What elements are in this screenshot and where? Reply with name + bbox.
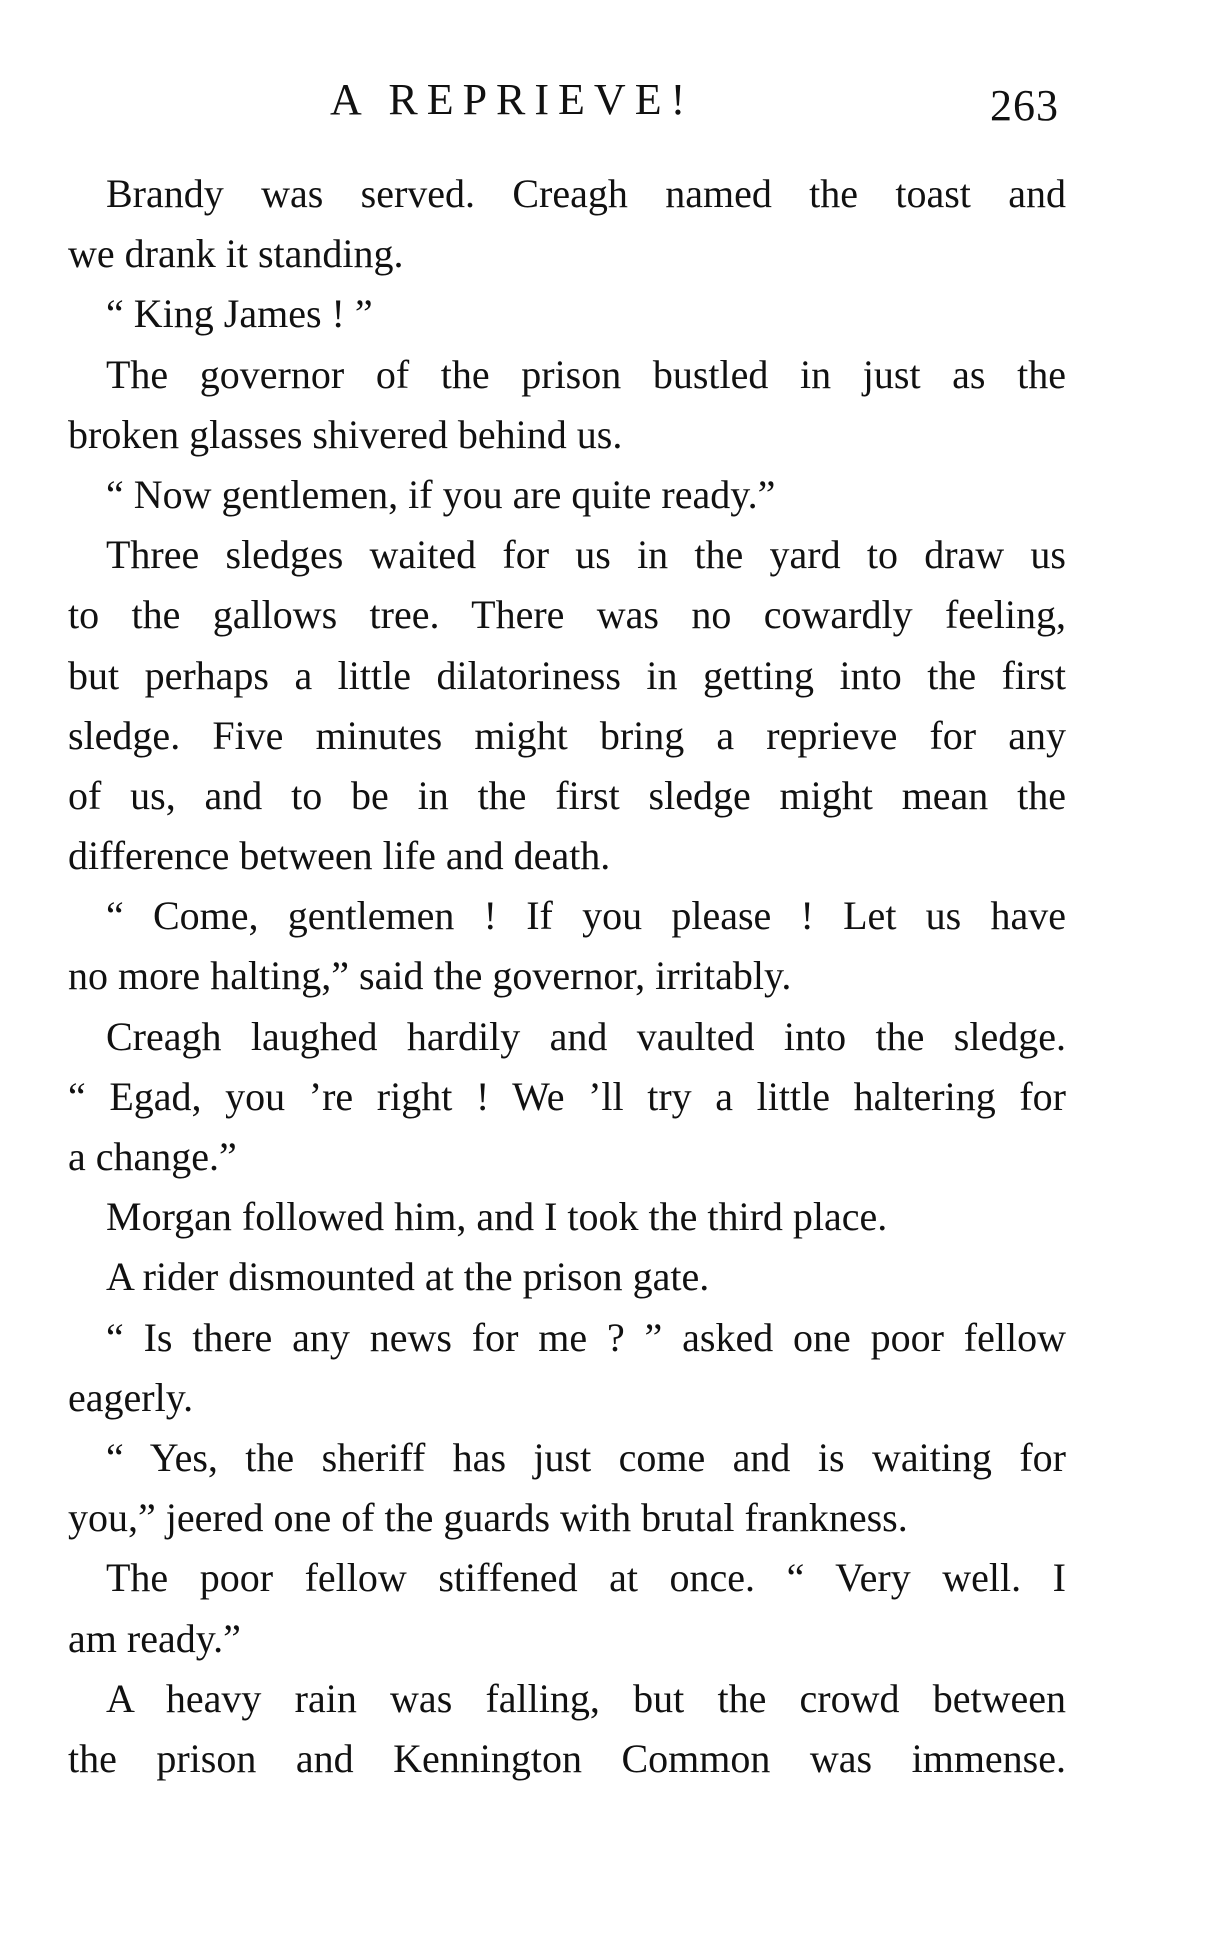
text-line: A rider dismounted at the prison gate. — [106, 1254, 710, 1300]
page-number: 263 — [990, 81, 1059, 130]
text-line: difference between life and death. — [68, 833, 611, 879]
text-line: Creagh laughed hardily and vaulted into the sledge. — [106, 1013, 1066, 1059]
text-line: The governor of the prison bustled in just as the — [106, 351, 1066, 397]
text-line: eagerly. — [68, 1374, 194, 1420]
text-line: “ Egad, you ’re right ! We ’ll try a little haltering for — [68, 1073, 1066, 1119]
text-line: sledge. Five minutes might bring a reprieve for any — [68, 712, 1066, 758]
text-line: “ Come, gentlemen ! If you please ! Let us have — [106, 893, 1066, 939]
body-text — [68, 164, 1066, 1789]
text-line: to the gallows tree. There was no cowardly feeling, — [68, 592, 1066, 638]
text-line: broken glasses shivered behind us. — [68, 411, 623, 457]
text-line: A heavy rain was falling, but the crowd between — [106, 1675, 1066, 1721]
text-line: Morgan followed him, and I took the third place. — [106, 1194, 888, 1240]
text-line: “ Now gentlemen, if you are quite ready.” — [106, 471, 776, 517]
text-line: you,” jeered one of the guards with brutal frankness. — [68, 1495, 908, 1541]
running-title: A REPRIEVE! — [330, 75, 695, 124]
text-line: am ready.” — [68, 1615, 241, 1661]
text-line: the prison and Kennington Common was immense. — [68, 1735, 1066, 1781]
text-line: no more halting,” said the governor, irritably. — [68, 953, 792, 999]
text-line: The poor fellow stiffened at once. “ Very well. I — [106, 1555, 1066, 1601]
text-line: “ Yes, the sheriff has just come and is waiting for — [106, 1434, 1066, 1480]
text-line: “ King James ! ” — [106, 291, 373, 337]
text-line: a change.” — [68, 1134, 237, 1179]
text-line: but perhaps a little dilatoriness in getting into the first — [68, 652, 1066, 698]
text-line: of us, and to be in the first sledge might mean the — [68, 772, 1066, 818]
text-line: “ Is there any news for me ? ” asked one poor fellow — [106, 1314, 1066, 1360]
text-line: Three sledges waited for us in the yard to draw us — [106, 532, 1066, 578]
text-line: Brandy was served. Creagh named the toast and — [106, 171, 1066, 216]
text-line: we drank it standing. — [68, 231, 404, 277]
